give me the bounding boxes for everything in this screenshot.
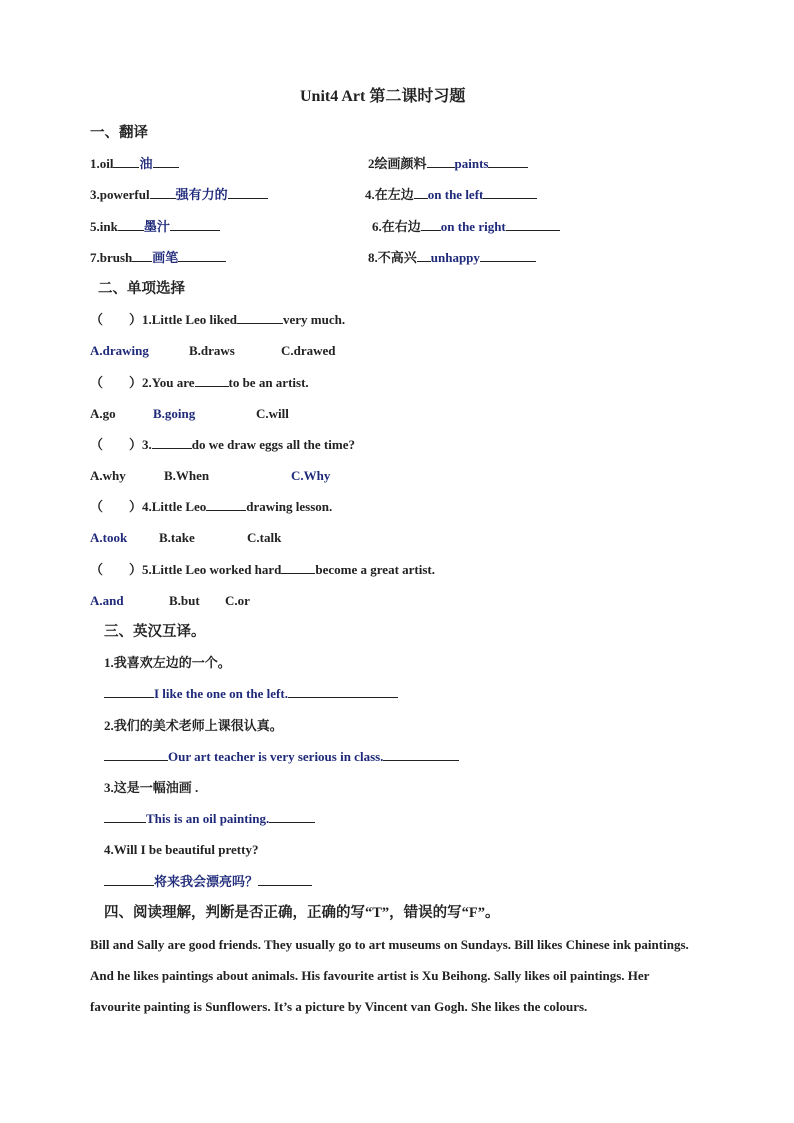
question-text: 1.oil [90,156,114,171]
answer-text: on the left [427,187,484,202]
translation-answer-4 [104,873,312,891]
answer-text: on the right [440,219,506,234]
translation-question-2: 2.我们的美术老师上课很认真。 [104,718,283,733]
translate-item-8 [368,249,536,267]
option-a: A.took [90,530,128,545]
option-c: C.or [225,593,250,608]
answer-text: unhappy [430,250,480,265]
answer-parentheses: （ ） [90,375,143,390]
option-a: A.and [90,593,124,608]
option-c: C.will [256,406,289,421]
question-text: 8.不高兴 [368,250,417,265]
question-stem-start: 3. [142,437,152,452]
question-stem-end: do we draw eggs all the time? [191,437,355,452]
translation-question-1: 1.我喜欢左边的一个。 [104,655,231,670]
answer-parentheses: （ ） [90,312,143,327]
question-stem-start: 2.You are [142,375,195,390]
answer-parentheses: （ ） [90,437,143,452]
section-4-heading: 四、阅读理解，判断是否正确，正确的写“T”，错误的写“F”。 [104,905,500,921]
answer-text: 墨汁 [143,219,170,234]
option-b: B.going [153,406,196,421]
translation-answer-1 [104,685,398,703]
option-b: B.take [159,530,195,545]
section-2-heading: 二、单项选择 [98,281,185,297]
choice-question-5 [90,561,435,579]
translation-answer-2 [104,748,459,766]
choice-question-4 [90,498,332,516]
question-stem-start: 5.Little Leo worked hard [142,562,282,577]
question-stem-start: 1.Little Leo liked [142,312,237,327]
question-text: 5.ink [90,219,118,234]
translate-item-4 [365,186,537,204]
option-b: B.draws [189,343,235,358]
answer-text: I like the one on the left. [154,686,288,701]
option-c: C.talk [247,530,282,545]
question-text: 4.在左边 [365,187,414,202]
question-text: 2绘画颜料 [368,156,427,171]
option-c: C.Why [291,468,331,483]
question-stem-start: 4.Little Leo [142,499,207,514]
question-stem-end: drawing lesson. [246,499,333,514]
page-title: Unit4 Art 第二课时习题 [300,88,466,105]
question-stem-end: become a great artist. [315,562,436,577]
option-a: A.go [90,406,116,421]
answer-text: 强有力的 [175,187,228,202]
question-text: 3.powerful [90,187,150,202]
question-text: 7.brush [90,250,133,265]
translation-answer-3 [104,810,315,828]
translate-item-2 [368,155,528,173]
section-3-heading: 三、英汉互译。 [104,624,206,640]
translate-item-6 [372,218,560,236]
option-a: A.drawing [90,343,149,358]
option-a: A.why [90,468,126,483]
option-c: C.drawed [281,343,336,358]
translation-question-3: 3.这是一幅油画 . [104,780,199,795]
answer-parentheses: （ ） [90,562,143,577]
answer-text: 画笔 [152,250,179,265]
choice-question-3 [90,436,355,454]
question-stem-end: very much. [282,312,346,327]
answer-text: 将来我会漂亮吗？ [154,874,259,889]
answer-text: This is an oil painting. [146,811,270,826]
translate-item-5 [90,218,220,236]
answer-text: 油 [139,156,153,171]
answer-text: Our art teacher is very serious in class. [168,749,384,764]
option-b: B.but [169,593,200,608]
question-stem-end: to be an artist. [228,375,309,390]
translate-item-1 [90,155,179,173]
answer-text: paints [454,156,489,171]
question-text: 6.在右边 [372,219,421,234]
section-1-heading: 一、翻译 [90,125,148,141]
translation-question-4: 4.Will I be beautiful pretty? [104,842,259,857]
answer-parentheses: （ ） [90,499,143,514]
translate-item-7 [90,249,226,267]
translate-item-3 [90,186,268,204]
choice-question-1 [90,311,345,329]
option-b: B.When [164,468,210,483]
choice-question-2 [90,374,309,392]
reading-passage: Bill and Sally are good friends. They usually go to art museums on Sundays. Bill likes Chinese ink paintings. And he likes paintings about animals. His favourite artist is Xu Beihong. Sally likes oil paintings. Her favourite painting is Sunflowers. It’s a picture by Vincent van Gogh. She likes the colours. [90,937,689,1014]
